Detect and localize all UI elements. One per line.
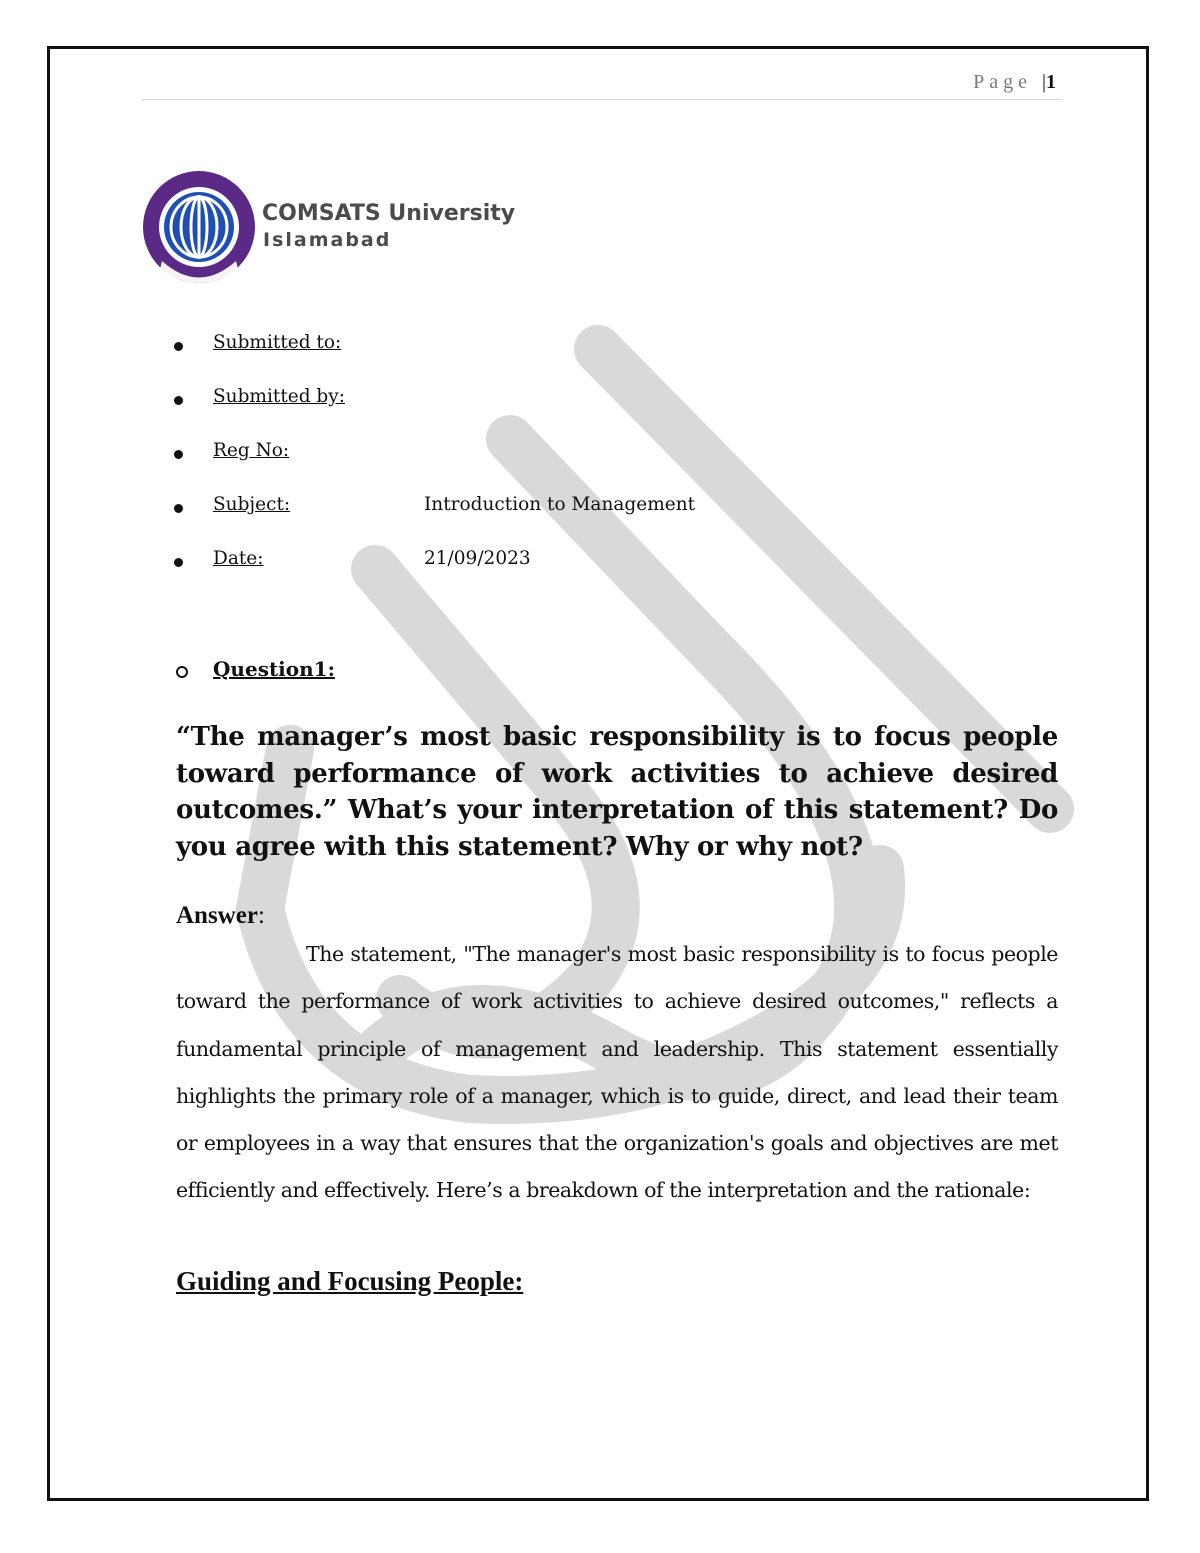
info-label: Submitted to: [213,332,342,353]
page-frame [47,46,1149,1501]
info-label: Subject: [213,494,291,515]
bullet-icon [174,504,183,513]
info-label: Date: [213,548,264,569]
info-value: 21/09/2023 [424,548,531,569]
answer-label: Answer [176,902,258,929]
page-number [973,71,1056,94]
question-text: “The manager’s most basic responsibility is to focus people toward performance of work activities to achieve desired outcomes.” What’s your interpretation of this statement? Do you agree with this statement? Why or why not? [176,722,1058,862]
info-label: Reg No: [213,440,290,461]
logo-city: Islamabad [263,229,392,251]
question-label: Question1: [213,657,335,681]
header-rule [142,99,1062,100]
info-label: Submitted by: [213,386,345,407]
page-word: Page [973,71,1032,93]
section-heading: Guiding and Focusing People: [176,1266,524,1296]
page-separator: | [1041,71,1046,93]
bullet-icon [174,396,183,405]
bullet-icon [174,558,183,567]
info-value: Introduction to Management [424,494,696,515]
answer-paragraph: The statement, "The manager's most basic responsibility is to focus people toward the performance of work activities to achieve desired outcomes," reflects a fundamental principle of management and leadership. This statement essentially highlights the primary role of a manager, which is to guide, direct, and lead their team or employees in a way that ensures that the organization's goals and objectives are met efficiently and effectively. Here’s a breakdown of the interpretation and the rationale: [176,942,1058,1203]
bullet-icon [174,450,183,459]
logo-university-name: COMSATS University [262,201,516,226]
page-number-value: 1 [1046,71,1056,93]
bullet-icon [174,342,183,351]
hollow-bullet-icon [176,666,188,678]
answer-heading: Answer: [176,902,265,929]
